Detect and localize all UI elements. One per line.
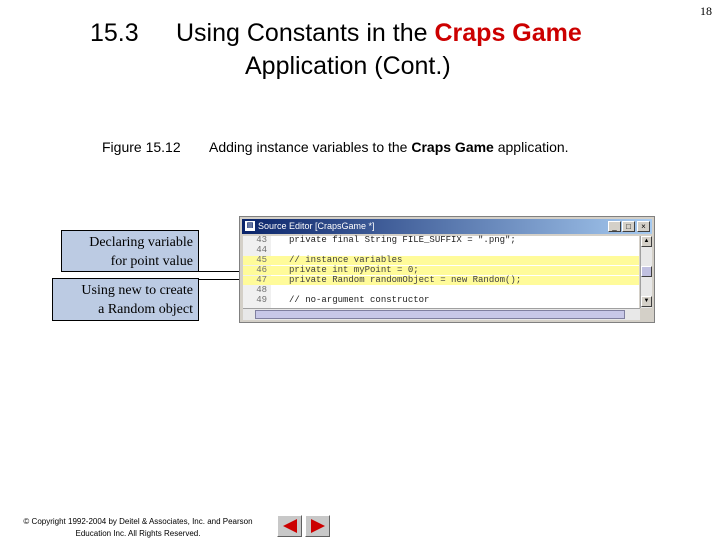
code-text: // instance variables xyxy=(289,255,403,265)
section-number: 15.3 xyxy=(90,19,139,47)
callout-line: for point value xyxy=(110,254,193,269)
line-number: 44 xyxy=(256,245,267,255)
scroll-down-icon[interactable]: ▼ xyxy=(641,296,652,307)
horizontal-scroll-thumb[interactable] xyxy=(255,310,625,319)
callout-connector xyxy=(199,279,242,280)
vertical-scrollbar[interactable] xyxy=(640,236,652,308)
editor-title: Source Editor [CrapsGame *] xyxy=(258,221,375,231)
callout-line: Declaring variable xyxy=(89,235,193,250)
minimize-button[interactable]: _ xyxy=(608,221,621,232)
scroll-up-icon[interactable]: ▲ xyxy=(641,236,652,247)
callout-point-variable xyxy=(61,230,199,272)
figure-caption xyxy=(102,139,569,155)
title-highlight: Craps Game xyxy=(434,19,582,47)
code-line-highlighted xyxy=(243,256,639,265)
line-number: 45 xyxy=(256,255,267,265)
horizontal-scrollbar[interactable] xyxy=(243,308,640,320)
page-number: 18 xyxy=(700,4,712,18)
code-text: private int myPoint = 0; xyxy=(289,265,419,275)
next-slide-icon xyxy=(309,518,327,534)
callout-line: a Random object xyxy=(98,302,193,317)
code-line xyxy=(243,246,639,255)
editor-titlebar[interactable] xyxy=(242,219,652,234)
caption-suffix: application. xyxy=(493,139,569,155)
code-line xyxy=(243,296,639,305)
callout-random-object xyxy=(52,278,199,321)
next-slide-button[interactable] xyxy=(305,515,330,537)
line-number: 49 xyxy=(256,295,267,305)
code-line-highlighted xyxy=(243,276,639,285)
code-area[interactable] xyxy=(243,236,639,308)
code-line-highlighted xyxy=(243,266,639,275)
line-number: 47 xyxy=(256,275,267,285)
copyright-line: © Copyright 1992-2004 by Deitel & Associates, Inc. and Pearson xyxy=(23,517,253,526)
code-text: // no-argument constructor xyxy=(289,295,430,305)
previous-slide-icon xyxy=(281,518,299,534)
maximize-button[interactable]: □ xyxy=(622,221,635,232)
close-button[interactable]: × xyxy=(637,221,650,232)
code-line xyxy=(243,286,639,295)
scroll-thumb[interactable] xyxy=(641,266,652,277)
title-prefix: Using Constants in the xyxy=(176,19,435,47)
code-text: private Random randomObject = new Random(); xyxy=(289,275,522,285)
copyright-footer xyxy=(0,516,276,540)
caption-prefix: Adding instance variables to the xyxy=(209,139,412,155)
title-line-2: Application (Cont.) xyxy=(245,52,451,80)
caption-highlight: Craps Game xyxy=(411,139,494,155)
callout-line: Using new to create xyxy=(81,283,193,298)
source-editor-window xyxy=(239,216,655,323)
code-text: private final String FILE_SUFFIX = ".png"; xyxy=(289,235,516,245)
title-line-1 xyxy=(176,18,582,49)
line-number: 48 xyxy=(256,285,267,295)
copyright-line: Education Inc. All Rights Reserved. xyxy=(75,529,201,538)
line-number: 43 xyxy=(256,235,267,245)
previous-slide-button[interactable] xyxy=(277,515,302,537)
window-icon: ▤ xyxy=(246,222,254,229)
code-line xyxy=(243,236,639,245)
line-number: 46 xyxy=(256,265,267,275)
figure-label: Figure 15.12 xyxy=(102,139,181,155)
